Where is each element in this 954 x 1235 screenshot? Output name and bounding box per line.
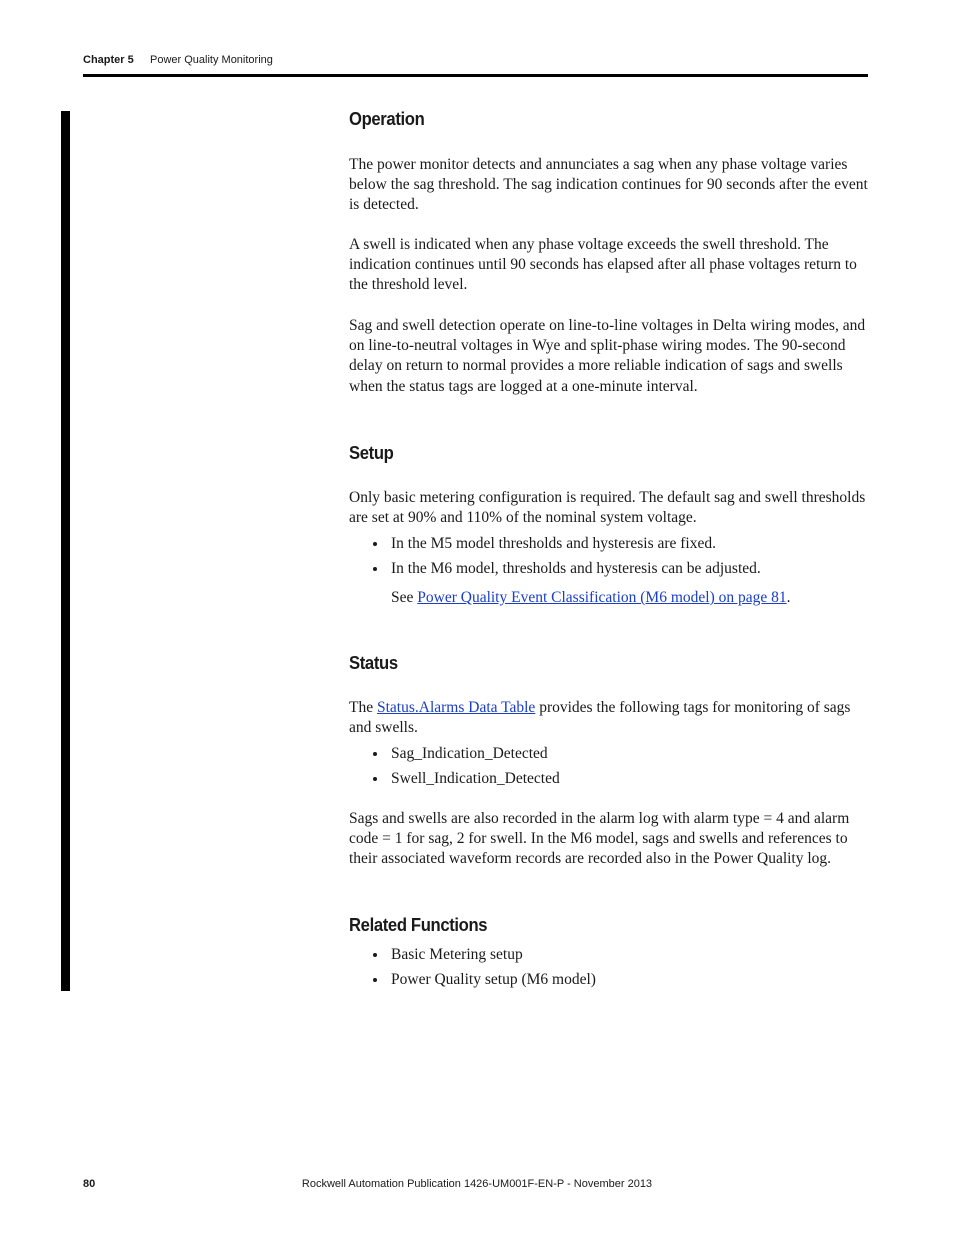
heading-operation: Operation — [349, 108, 425, 129]
link-status-alarms-data-table[interactable]: Status.Alarms Data Table — [376, 699, 536, 716]
page-number: 80 — [83, 1178, 96, 1190]
link-pq-event-classification[interactable]: Power Quality Event Classification (M6 model) on page 81 — [417, 589, 787, 606]
operation-paragraph-2: A swell is indicated when any phase voltage exceeds the swell threshold. The indication continues until 90 seconds has elapsed after all phase voltages return to the threshold level. — [349, 236, 857, 294]
setup-paragraph-1: Only basic metering configuration is required. The default sag and swell thresholds are set at 90% and 110% of the nominal system voltage. — [349, 489, 866, 527]
bullet-icon — [373, 978, 377, 982]
operation-paragraph-3: Sag and swell detection operate on line-to-line voltages in Delta wiring modes, and on line-to-neutral voltages in Wye and split-phase wiring modes. The 90-second delay on return to normal provides a more reliable indication of sags and swells when the status tags are logged at a one-minute interval. — [349, 317, 866, 395]
bullet-icon — [373, 567, 377, 571]
chapter-label: Chapter 5 — [83, 54, 134, 66]
chapter-title: Power Quality Monitoring — [150, 54, 273, 66]
bullet-icon — [373, 777, 377, 781]
change-bar — [61, 111, 70, 991]
bullet-icon — [373, 752, 377, 756]
heading-status: Status — [349, 652, 398, 673]
operation-paragraph-1: The power monitor detects and annunciates a sag when any phase voltage varies below the sag threshold. The sag indication continues for 90 seconds after the event is detected. — [349, 156, 868, 214]
header-rule — [83, 74, 868, 77]
heading-setup: Setup — [349, 442, 394, 463]
bullet-icon — [373, 953, 377, 957]
footer-publication: Rockwell Automation Publication 1426-UM001F-EN-P - November 2013 — [301, 1178, 653, 1190]
heading-related-functions: Related Functions — [349, 914, 488, 935]
status-paragraph-1: The Status.Alarms Data Table provides the following tags for monitoring of sags and swells. — [349, 699, 851, 737]
page-header — [83, 52, 868, 78]
status-paragraph-2: Sags and swells are also recorded in the alarm log with alarm type = 4 and alarm code = 1 for sag, 2 for swell. In the M6 model, sags and swells and references to their associated waveform records are recorded also in the Power Quality log. — [349, 810, 850, 868]
bullet-icon — [373, 542, 377, 546]
